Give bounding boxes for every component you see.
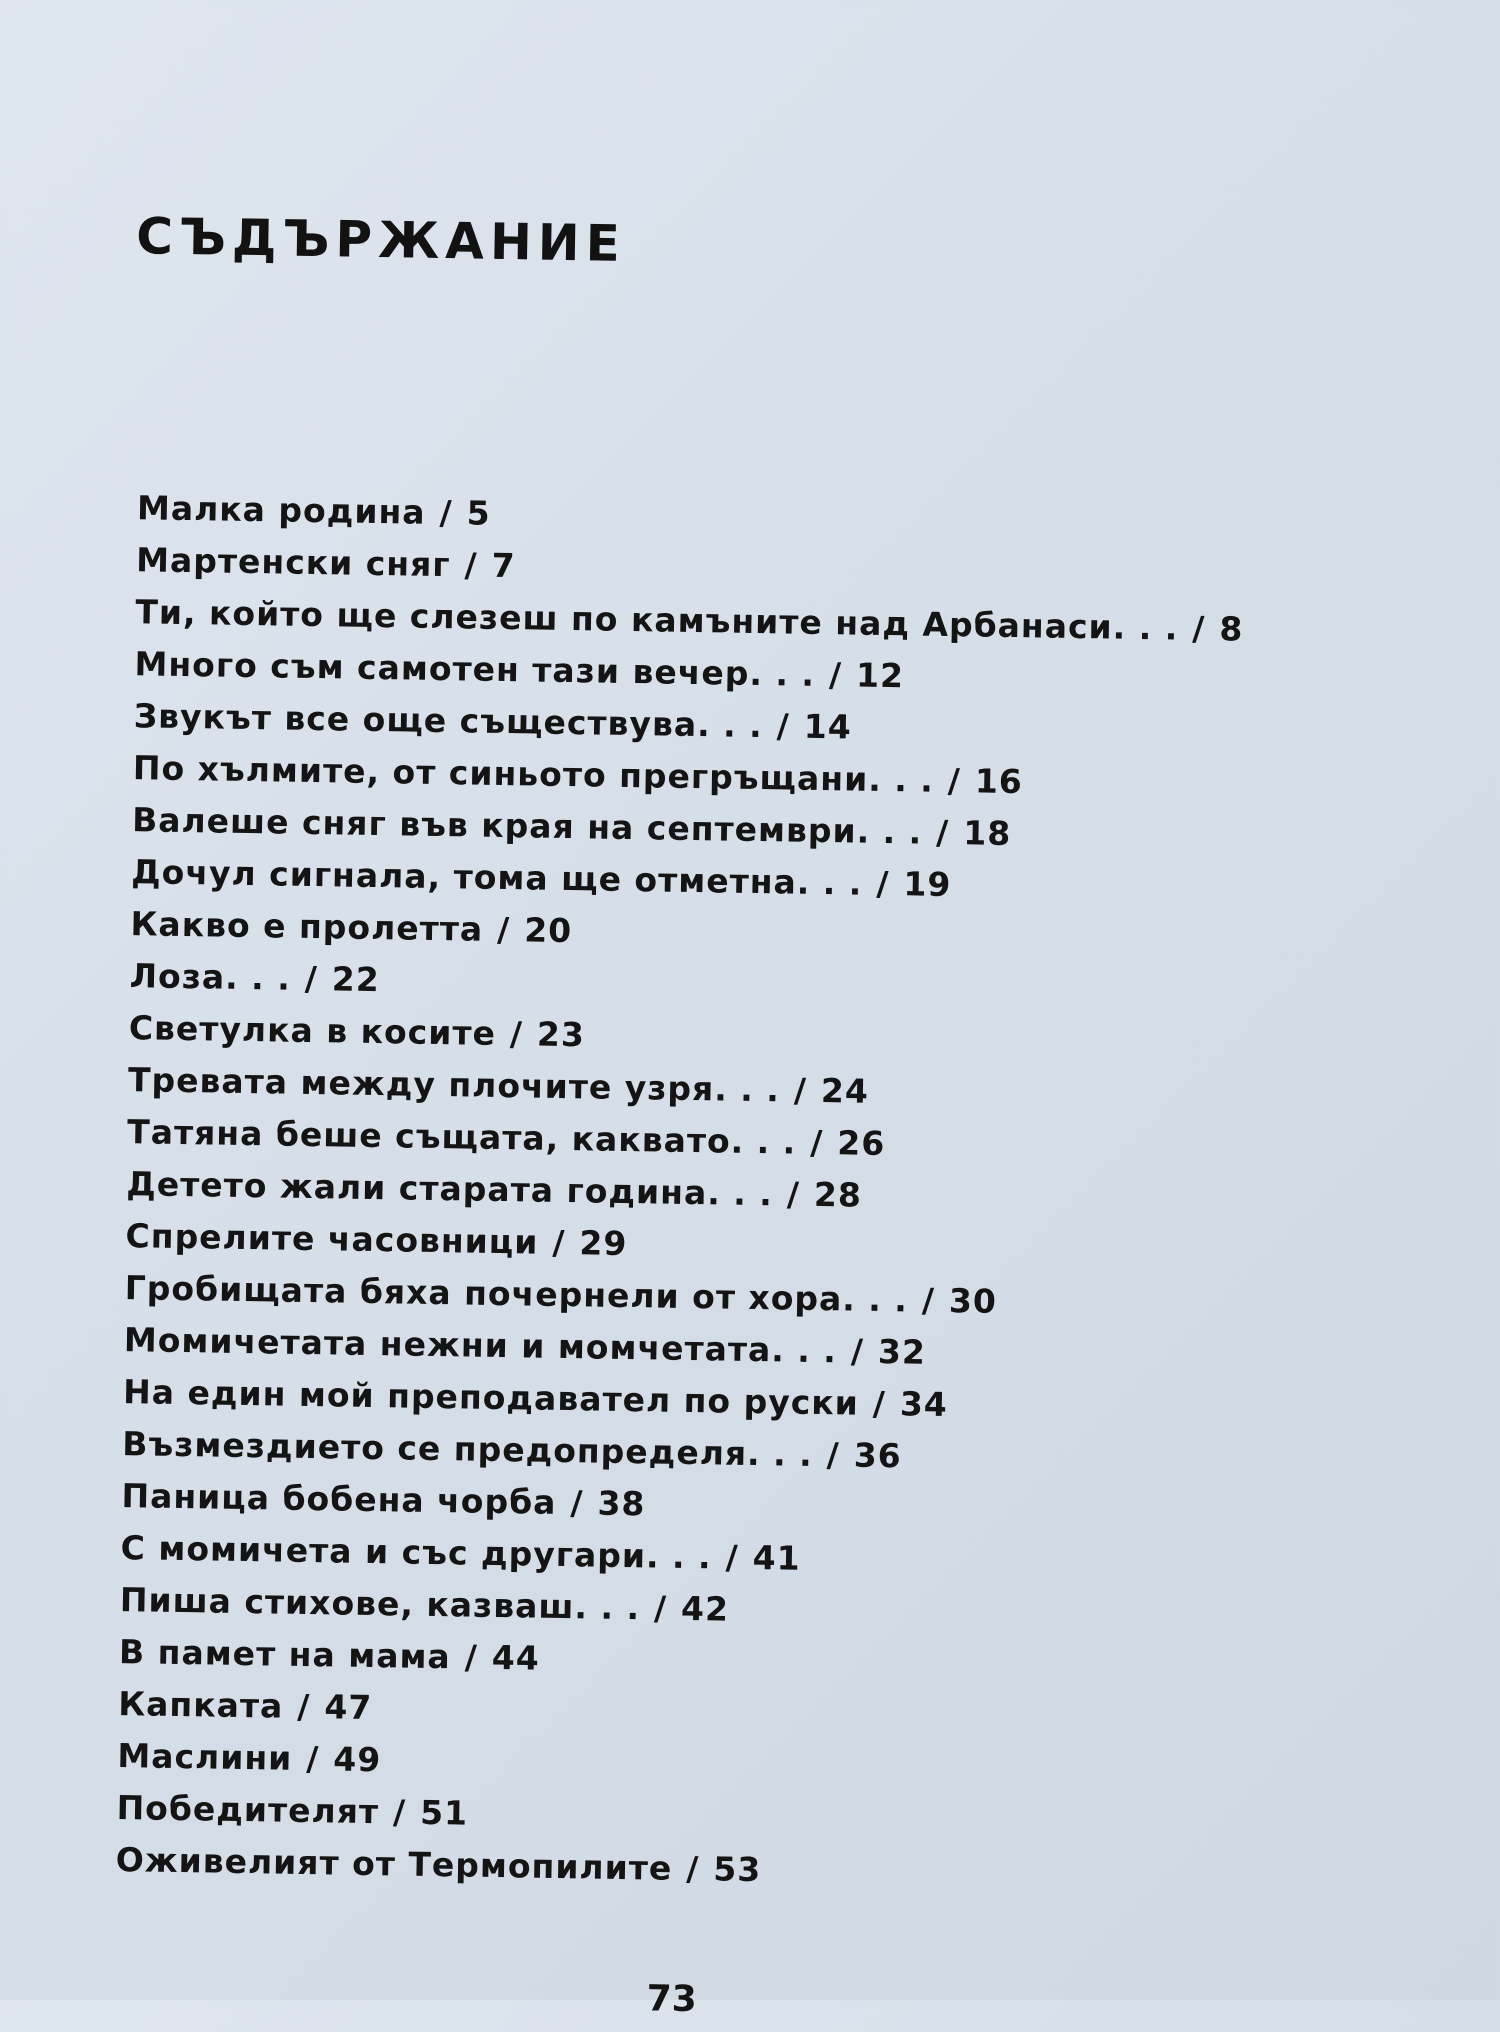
toc-entry-title: На един мой преподавател по руски xyxy=(122,1372,860,1423)
toc-entry-page: 44 xyxy=(491,1637,541,1678)
toc-entry-page: 22 xyxy=(331,959,381,1000)
toc-entry-page: 16 xyxy=(974,761,1024,802)
toc-entry-title: Спрелите часовници xyxy=(125,1216,539,1262)
toc-separator: / xyxy=(570,1483,584,1523)
toc-entry-page: 5 xyxy=(466,493,491,533)
toc-entry-title: Татяна беше същата, каквато. . . xyxy=(126,1112,797,1162)
toc-entry-title: Оживелият от Термопилите xyxy=(115,1840,673,1888)
toc-entry-title: Мартенски сняг xyxy=(135,540,451,585)
toc-entry-title: Тревата между плочите узря. . . xyxy=(127,1060,781,1110)
toc-separator: / xyxy=(850,1331,865,1371)
toc-separator: / xyxy=(552,1222,566,1263)
toc-entry-title: Победителят xyxy=(116,1788,380,1832)
toc-entry-page: 38 xyxy=(597,1483,646,1524)
toc-separator: / xyxy=(439,492,453,533)
toc-entry-title: По хълмите, от синьото прегръщани. . . xyxy=(132,748,935,800)
toc-separator: / xyxy=(876,863,890,904)
toc-entry-page: 12 xyxy=(855,655,905,696)
toc-entry-page: 24 xyxy=(820,1071,870,1111)
toc-entry-page: 28 xyxy=(813,1174,863,1215)
toc-separator: / xyxy=(1192,608,1206,649)
toc-entry-title: Валеше сняг във края на септември. . . xyxy=(131,800,923,852)
toc-entry-title: Паница бобена чорба xyxy=(121,1476,557,1522)
contents-heading: СЪДЪРЖАНИЕ xyxy=(135,207,627,273)
toc-entry-page: 23 xyxy=(536,1014,586,1055)
toc-separator: / xyxy=(392,1792,407,1832)
toc-entry-page: 51 xyxy=(419,1792,469,1833)
toc-separator: / xyxy=(464,545,478,585)
toc-separator: / xyxy=(809,1122,824,1163)
toc-entry-title: Много съм самотен тази вечер. . . xyxy=(134,644,816,694)
toc-entry-page: 26 xyxy=(837,1123,886,1164)
toc-separator: / xyxy=(826,1435,841,1475)
toc-separator: / xyxy=(947,760,962,801)
toc-separator: / xyxy=(921,1280,936,1320)
toc-entry-page: 34 xyxy=(899,1384,949,1425)
toc-separator: / xyxy=(828,655,843,695)
toc-separator: / xyxy=(304,958,319,999)
toc-entry-page: 18 xyxy=(962,813,1012,853)
toc-separator: / xyxy=(306,1739,320,1779)
toc-entry-title: Възмездието се предопределя. . . xyxy=(122,1424,813,1474)
toc-entry-page: 49 xyxy=(333,1739,382,1780)
toc-entry-title: Звукът все още съществува. . . xyxy=(133,696,764,746)
toc-separator: / xyxy=(496,909,511,950)
toc-entry-page: 14 xyxy=(803,706,853,747)
toc-separator: / xyxy=(776,706,791,746)
toc-separator: / xyxy=(464,1637,479,1677)
toc-separator: / xyxy=(653,1588,668,1628)
toc-entry-title: Маслини xyxy=(117,1736,293,1778)
toc-entry-page: 53 xyxy=(713,1849,762,1890)
toc-entry-title: Детето жали старата година. . . xyxy=(126,1164,774,1214)
toc-entry-title: Пиша стихове, казваш. . . xyxy=(119,1580,641,1628)
toc-entry-title: Какво е пролетта xyxy=(130,904,484,949)
toc-separator: / xyxy=(935,812,950,853)
table-of-contents xyxy=(115,482,1387,1905)
toc-entry-page: 7 xyxy=(491,545,516,586)
toc-separator: / xyxy=(872,1383,887,1424)
toc-entry-page: 8 xyxy=(1219,609,1244,649)
toc-entry-page: 42 xyxy=(680,1588,730,1629)
toc-entry-page: 32 xyxy=(877,1331,927,1372)
toc-entry-title: Малка родина xyxy=(136,488,426,532)
toc-entry-page: 29 xyxy=(579,1223,628,1264)
toc-separator: / xyxy=(786,1174,801,1214)
toc-entry-title: Светулка в косите xyxy=(128,1008,497,1053)
toc-entry-title: Гробищата бяха почернели от хора. . . xyxy=(124,1268,909,1320)
toc-entry-title: Капката xyxy=(117,1684,284,1726)
toc-entry-title: Лоза. . . xyxy=(129,956,292,998)
toc-separator: / xyxy=(725,1537,740,1577)
toc-entry-title: Момичетата нежни и момчетата. . . xyxy=(123,1320,838,1371)
toc-entry-page: 41 xyxy=(752,1538,801,1578)
toc-entry-page: 20 xyxy=(523,910,573,951)
toc-separator: / xyxy=(685,1849,700,1889)
toc-entry-title: С момичета и със другари. . . xyxy=(120,1528,712,1577)
toc-separator: / xyxy=(793,1070,808,1110)
page-number: 73 xyxy=(646,1978,698,2021)
toc-entry-title: Ти, който ще слезеш по камъните над Арбанаси. . . xyxy=(135,592,1179,648)
toc-entry-page: 47 xyxy=(324,1687,373,1728)
toc-separator: / xyxy=(509,1014,524,1054)
toc-separator: / xyxy=(297,1686,311,1727)
toc-entry-title: Дочул сигнала, тома ще отметна. . . xyxy=(131,852,863,903)
toc-entry-title: В памет на мама xyxy=(118,1632,452,1677)
toc-entry-page: 19 xyxy=(903,864,952,905)
toc-entry-page: 36 xyxy=(853,1435,902,1476)
toc-entry-page: 30 xyxy=(948,1281,998,1321)
